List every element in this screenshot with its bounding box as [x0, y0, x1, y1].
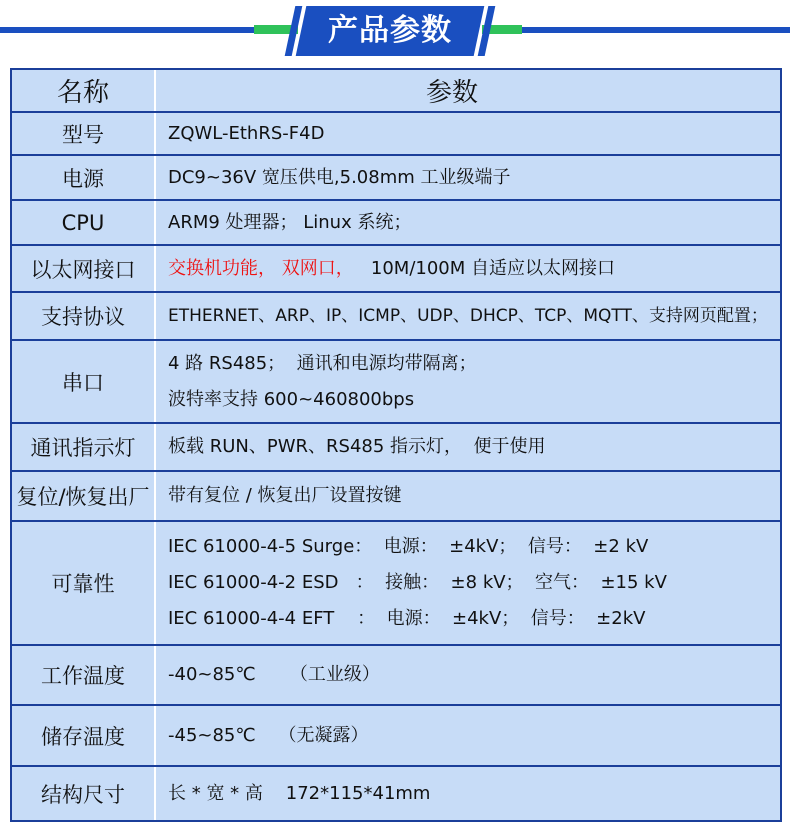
value-line: ETHERNET、ARP、IP、ICMP、UDP、DHCP、TCP、MQTT、支持网页配置； — [168, 306, 768, 326]
value-line: 4 路 RS485； 通讯和电源均带隔离； — [168, 352, 477, 374]
table-row — [12, 472, 780, 522]
row-name: 型号 — [62, 122, 104, 147]
value-line: 带有复位 / 恢复出厂设置按键 — [168, 485, 402, 506]
row-name: 支持协议 — [41, 305, 125, 329]
header-param-cell: 参数 — [425, 78, 478, 108]
value-line: IEC 61000-4-5 Surge： 电源： ±4kV； 信号： ±2 kV — [168, 536, 649, 557]
row-name: 通讯指示灯 — [30, 436, 136, 460]
value-line: 波特率支持 600~460800bps — [168, 388, 415, 410]
value-line: DC9~36V 宽压供电,5.08mm 工业级端子 — [168, 166, 511, 188]
row-value — [168, 246, 776, 291]
row-value — [168, 293, 776, 339]
value-line: ARM9 处理器； Linux 系统； — [168, 211, 412, 233]
value-line: 长 * 宽 * 高 172*115*41mm — [168, 782, 431, 804]
table-row — [12, 246, 780, 293]
table-row — [12, 424, 780, 472]
value-line: IEC 61000-4-2 ESD ： 接触： ±8 kV； 空气： ±15 kV — [168, 572, 667, 593]
row-value — [168, 424, 776, 470]
table-row — [12, 113, 780, 156]
row-value — [168, 341, 776, 422]
value-line: -45~85℃ （无凝露） — [168, 724, 369, 746]
row-name: CPU — [61, 210, 105, 235]
row-name: 工作温度 — [41, 664, 125, 688]
table-row — [12, 767, 780, 822]
table-row — [12, 156, 780, 201]
value-text: 10M/100M 自适应以太网接口 — [353, 257, 616, 279]
row-value — [168, 522, 776, 644]
table-header-row — [12, 70, 780, 113]
value-line: IEC 61000-4-4 EFT ： 电源： ±4kV； 信号： ±2kV — [168, 608, 646, 629]
value-line — [168, 251, 776, 287]
table-row — [12, 341, 780, 424]
value-line: 板载 RUN、PWR、RS485 指示灯， 便于使用 — [168, 436, 546, 457]
table-row — [12, 201, 780, 246]
table-row — [12, 522, 780, 646]
row-value — [168, 113, 776, 154]
highlight-text: 交换机功能， 双网口， — [168, 257, 354, 279]
row-value — [168, 767, 776, 820]
value-line: -40~85℃ （工业级） — [168, 664, 380, 685]
table-row — [12, 706, 780, 767]
table-row — [12, 293, 780, 341]
row-value — [168, 646, 776, 704]
header-line-left — [0, 27, 258, 33]
row-name: 可靠性 — [51, 572, 115, 596]
table-row — [12, 646, 780, 706]
row-value — [168, 472, 776, 520]
row-value — [168, 156, 776, 199]
header-line-right — [518, 27, 790, 33]
row-value — [168, 201, 776, 244]
header-name-cell: 名称 — [56, 78, 109, 108]
parameter-table — [10, 68, 782, 822]
row-name: 电源 — [62, 166, 104, 191]
value-line: ZQWL-EthRS-F4D — [168, 122, 325, 144]
row-name: 结构尺寸 — [41, 782, 125, 807]
row-value — [168, 706, 776, 765]
page-title: 产品参数 — [328, 13, 452, 48]
row-name: 以太网接口 — [30, 257, 136, 282]
row-name: 复位/恢复出厂 — [16, 485, 150, 509]
row-name: 串口 — [62, 370, 104, 395]
row-name: 储存温度 — [41, 724, 125, 749]
